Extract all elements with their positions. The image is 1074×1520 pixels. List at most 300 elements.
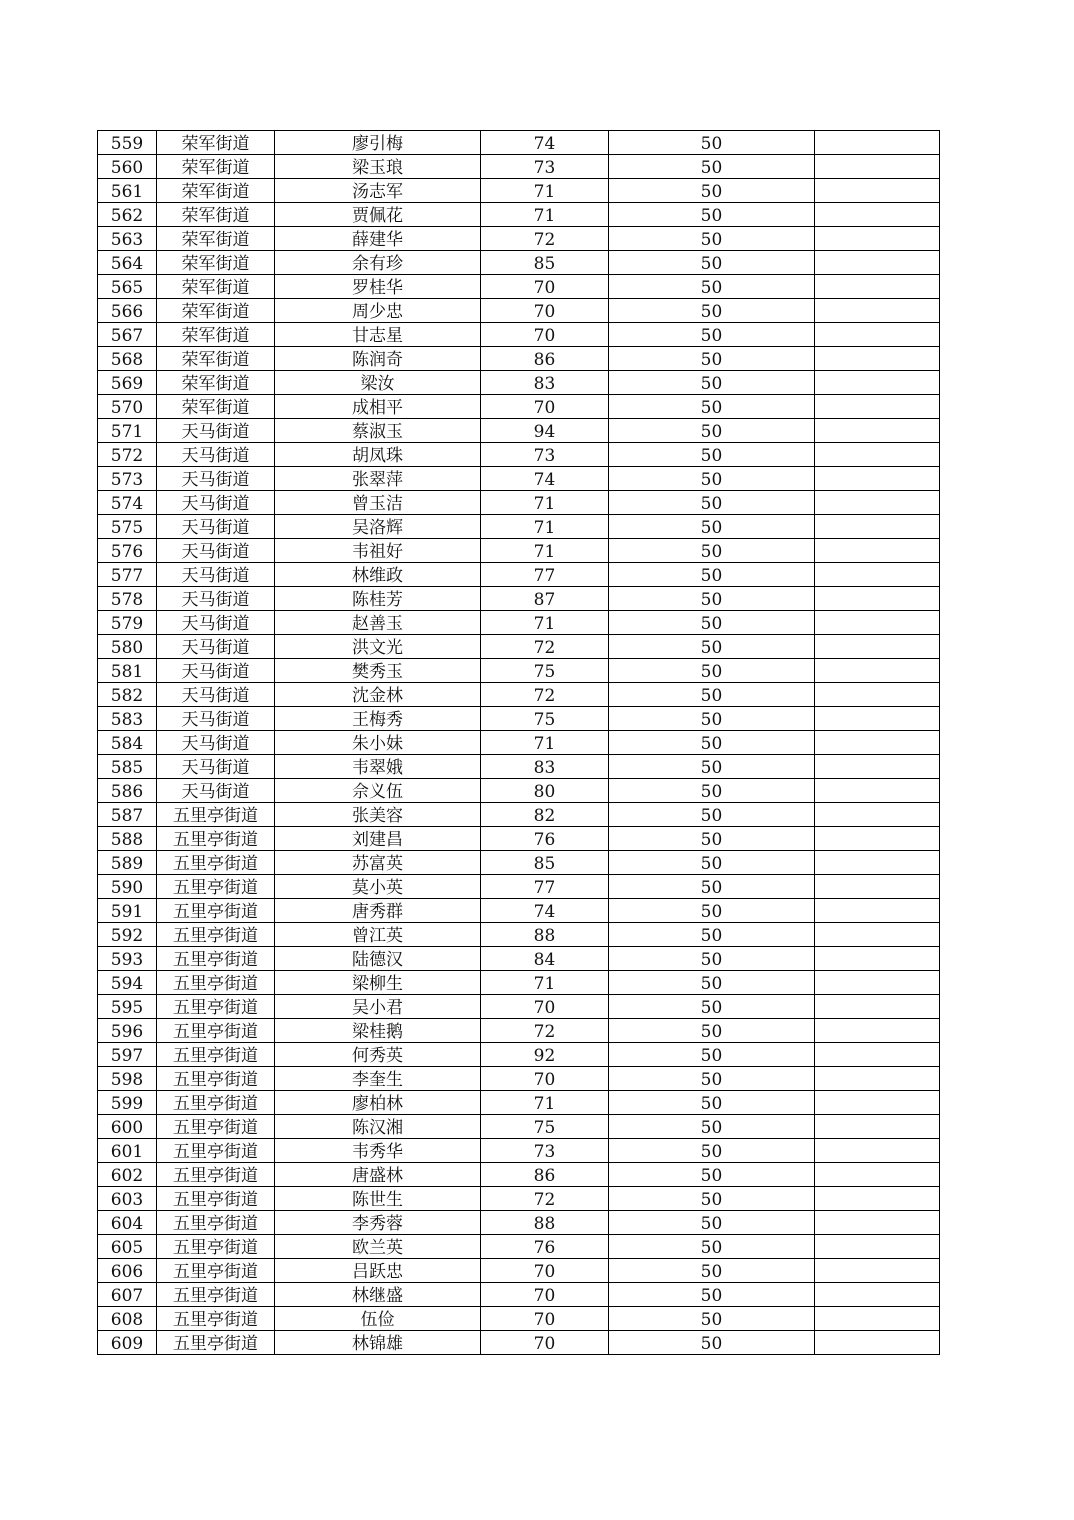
cell-amount: 50 [609, 1331, 815, 1355]
cell-street: 天马街道 [157, 419, 275, 443]
cell-street: 五里亭街道 [157, 1067, 275, 1091]
cell-note [815, 467, 940, 491]
cell-street: 天马街道 [157, 539, 275, 563]
cell-name: 贾佩花 [275, 203, 481, 227]
table-row [98, 467, 940, 491]
table-row [98, 1259, 940, 1283]
cell-serial-number: 562 [98, 203, 157, 227]
cell-age: 82 [481, 803, 609, 827]
cell-serial-number: 585 [98, 755, 157, 779]
cell-name: 梁汝 [275, 371, 481, 395]
cell-serial-number: 596 [98, 1019, 157, 1043]
cell-age: 75 [481, 1115, 609, 1139]
table-row [98, 755, 940, 779]
cell-age: 72 [481, 1019, 609, 1043]
cell-amount: 50 [609, 923, 815, 947]
cell-serial-number: 567 [98, 323, 157, 347]
cell-amount: 50 [609, 419, 815, 443]
cell-name: 陈世生 [275, 1187, 481, 1211]
table-row [98, 875, 940, 899]
table-row [98, 227, 940, 251]
cell-street: 五里亭街道 [157, 1331, 275, 1355]
cell-street: 天马街道 [157, 563, 275, 587]
cell-name: 赵善玉 [275, 611, 481, 635]
table-row [98, 1067, 940, 1091]
cell-serial-number: 563 [98, 227, 157, 251]
cell-age: 71 [481, 491, 609, 515]
cell-age: 70 [481, 275, 609, 299]
cell-age: 94 [481, 419, 609, 443]
table-row [98, 731, 940, 755]
cell-note [815, 275, 940, 299]
table-row [98, 1091, 940, 1115]
cell-street: 荣军街道 [157, 323, 275, 347]
table-row [98, 347, 940, 371]
table-row [98, 419, 940, 443]
cell-serial-number: 597 [98, 1043, 157, 1067]
table-row [98, 299, 940, 323]
cell-name: 韦翠娥 [275, 755, 481, 779]
cell-note [815, 851, 940, 875]
cell-amount: 50 [609, 1187, 815, 1211]
table-row [98, 1043, 940, 1067]
cell-age: 86 [481, 347, 609, 371]
cell-name: 曾玉洁 [275, 491, 481, 515]
cell-note [815, 1187, 940, 1211]
cell-street: 天马街道 [157, 707, 275, 731]
cell-age: 71 [481, 1091, 609, 1115]
cell-serial-number: 573 [98, 467, 157, 491]
cell-street: 天马街道 [157, 611, 275, 635]
cell-amount: 50 [609, 179, 815, 203]
table-row [98, 203, 940, 227]
cell-serial-number: 592 [98, 923, 157, 947]
cell-age: 70 [481, 395, 609, 419]
cell-amount: 50 [609, 227, 815, 251]
cell-note [815, 395, 940, 419]
cell-name: 张美容 [275, 803, 481, 827]
cell-age: 70 [481, 1259, 609, 1283]
cell-note [815, 659, 940, 683]
cell-serial-number: 590 [98, 875, 157, 899]
cell-note [815, 539, 940, 563]
cell-note [815, 827, 940, 851]
cell-street: 天马街道 [157, 779, 275, 803]
cell-serial-number: 587 [98, 803, 157, 827]
table-row [98, 155, 940, 179]
cell-serial-number: 571 [98, 419, 157, 443]
cell-age: 71 [481, 971, 609, 995]
cell-street: 天马街道 [157, 443, 275, 467]
cell-name: 成相平 [275, 395, 481, 419]
cell-serial-number: 600 [98, 1115, 157, 1139]
cell-note [815, 587, 940, 611]
cell-age: 71 [481, 539, 609, 563]
cell-amount: 50 [609, 1283, 815, 1307]
cell-note [815, 443, 940, 467]
cell-note [815, 515, 940, 539]
table-row [98, 395, 940, 419]
cell-note [815, 323, 940, 347]
cell-name: 周少忠 [275, 299, 481, 323]
table-row [98, 1115, 940, 1139]
data-table [97, 130, 940, 1355]
cell-street: 五里亭街道 [157, 875, 275, 899]
cell-name: 朱小妹 [275, 731, 481, 755]
table-row [98, 779, 940, 803]
cell-note [815, 1211, 940, 1235]
cell-age: 71 [481, 515, 609, 539]
cell-amount: 50 [609, 251, 815, 275]
table-row [98, 251, 940, 275]
cell-street: 五里亭街道 [157, 1187, 275, 1211]
table-row [98, 1307, 940, 1331]
cell-amount: 50 [609, 683, 815, 707]
cell-age: 72 [481, 683, 609, 707]
cell-amount: 50 [609, 1019, 815, 1043]
cell-note [815, 491, 940, 515]
table-row [98, 827, 940, 851]
cell-amount: 50 [609, 491, 815, 515]
cell-note [815, 251, 940, 275]
cell-street: 天马街道 [157, 467, 275, 491]
table-body [98, 131, 940, 1355]
cell-age: 85 [481, 851, 609, 875]
cell-amount: 50 [609, 731, 815, 755]
cell-serial-number: 583 [98, 707, 157, 731]
cell-age: 80 [481, 779, 609, 803]
cell-street: 五里亭街道 [157, 947, 275, 971]
cell-street: 五里亭街道 [157, 1019, 275, 1043]
cell-street: 五里亭街道 [157, 923, 275, 947]
cell-serial-number: 602 [98, 1163, 157, 1187]
cell-serial-number: 565 [98, 275, 157, 299]
cell-note [815, 1067, 940, 1091]
table-row [98, 1235, 940, 1259]
table-row [98, 1283, 940, 1307]
cell-note [815, 899, 940, 923]
cell-amount: 50 [609, 947, 815, 971]
cell-amount: 50 [609, 1307, 815, 1331]
cell-amount: 50 [609, 299, 815, 323]
cell-serial-number: 594 [98, 971, 157, 995]
cell-name: 林维政 [275, 563, 481, 587]
table-row [98, 899, 940, 923]
cell-serial-number: 582 [98, 683, 157, 707]
cell-note [815, 563, 940, 587]
cell-serial-number: 561 [98, 179, 157, 203]
cell-serial-number: 569 [98, 371, 157, 395]
cell-amount: 50 [609, 875, 815, 899]
table-row [98, 923, 940, 947]
cell-serial-number: 570 [98, 395, 157, 419]
cell-street: 天马街道 [157, 683, 275, 707]
cell-age: 71 [481, 203, 609, 227]
cell-street: 五里亭街道 [157, 899, 275, 923]
cell-name: 刘建昌 [275, 827, 481, 851]
cell-street: 天马街道 [157, 755, 275, 779]
cell-note [815, 1115, 940, 1139]
cell-note [815, 971, 940, 995]
cell-street: 天马街道 [157, 587, 275, 611]
cell-name: 韦秀华 [275, 1139, 481, 1163]
cell-age: 88 [481, 1211, 609, 1235]
cell-name: 胡凤珠 [275, 443, 481, 467]
cell-name: 陆德汉 [275, 947, 481, 971]
cell-amount: 50 [609, 1091, 815, 1115]
cell-name: 李奎生 [275, 1067, 481, 1091]
cell-street: 五里亭街道 [157, 1307, 275, 1331]
cell-note [815, 875, 940, 899]
cell-note [815, 203, 940, 227]
table-row [98, 179, 940, 203]
cell-name: 唐盛林 [275, 1163, 481, 1187]
cell-amount: 50 [609, 635, 815, 659]
cell-serial-number: 589 [98, 851, 157, 875]
cell-name: 林继盛 [275, 1283, 481, 1307]
cell-amount: 50 [609, 515, 815, 539]
cell-street: 天马街道 [157, 515, 275, 539]
cell-serial-number: 575 [98, 515, 157, 539]
cell-note [815, 731, 940, 755]
table-row [98, 539, 940, 563]
cell-street: 荣军街道 [157, 227, 275, 251]
cell-name: 梁柳生 [275, 971, 481, 995]
cell-street: 荣军街道 [157, 371, 275, 395]
table-row [98, 1019, 940, 1043]
cell-amount: 50 [609, 131, 815, 155]
cell-amount: 50 [609, 347, 815, 371]
cell-amount: 50 [609, 587, 815, 611]
cell-name: 伍俭 [275, 1307, 481, 1331]
cell-note [815, 755, 940, 779]
cell-name: 吕跃忠 [275, 1259, 481, 1283]
cell-serial-number: 604 [98, 1211, 157, 1235]
table-row [98, 371, 940, 395]
cell-note [815, 995, 940, 1019]
cell-serial-number: 572 [98, 443, 157, 467]
cell-amount: 50 [609, 1043, 815, 1067]
cell-amount: 50 [609, 371, 815, 395]
cell-street: 天马街道 [157, 635, 275, 659]
cell-serial-number: 564 [98, 251, 157, 275]
cell-age: 84 [481, 947, 609, 971]
cell-serial-number: 608 [98, 1307, 157, 1331]
cell-street: 荣军街道 [157, 347, 275, 371]
cell-amount: 50 [609, 707, 815, 731]
cell-name: 陈汉湘 [275, 1115, 481, 1139]
cell-serial-number: 606 [98, 1259, 157, 1283]
table-row [98, 635, 940, 659]
cell-amount: 50 [609, 971, 815, 995]
cell-note [815, 923, 940, 947]
cell-name: 樊秀玉 [275, 659, 481, 683]
cell-name: 李秀蓉 [275, 1211, 481, 1235]
cell-note [815, 707, 940, 731]
cell-age: 86 [481, 1163, 609, 1187]
cell-name: 汤志军 [275, 179, 481, 203]
cell-age: 71 [481, 611, 609, 635]
cell-age: 85 [481, 251, 609, 275]
cell-name: 陈桂芳 [275, 587, 481, 611]
table-row [98, 683, 940, 707]
cell-serial-number: 607 [98, 1283, 157, 1307]
cell-street: 五里亭街道 [157, 1163, 275, 1187]
cell-age: 72 [481, 227, 609, 251]
cell-street: 荣军街道 [157, 275, 275, 299]
table-row [98, 443, 940, 467]
cell-age: 92 [481, 1043, 609, 1067]
cell-serial-number: 593 [98, 947, 157, 971]
cell-name: 韦祖好 [275, 539, 481, 563]
cell-street: 天马街道 [157, 731, 275, 755]
cell-name: 莫小英 [275, 875, 481, 899]
cell-street: 荣军街道 [157, 179, 275, 203]
table-row [98, 1211, 940, 1235]
cell-amount: 50 [609, 995, 815, 1019]
cell-age: 73 [481, 443, 609, 467]
table-row [98, 707, 940, 731]
cell-age: 70 [481, 1307, 609, 1331]
cell-note [815, 1163, 940, 1187]
cell-name: 吴小君 [275, 995, 481, 1019]
cell-street: 五里亭街道 [157, 803, 275, 827]
cell-note [815, 299, 940, 323]
cell-street: 五里亭街道 [157, 1283, 275, 1307]
cell-street: 五里亭街道 [157, 1043, 275, 1067]
table-row [98, 659, 940, 683]
cell-note [815, 179, 940, 203]
cell-street: 荣军街道 [157, 251, 275, 275]
cell-street: 五里亭街道 [157, 851, 275, 875]
cell-street: 五里亭街道 [157, 1139, 275, 1163]
cell-serial-number: 568 [98, 347, 157, 371]
cell-age: 83 [481, 755, 609, 779]
cell-name: 罗桂华 [275, 275, 481, 299]
cell-serial-number: 584 [98, 731, 157, 755]
table-row [98, 491, 940, 515]
cell-note [815, 779, 940, 803]
cell-note [815, 1091, 940, 1115]
cell-name: 何秀英 [275, 1043, 481, 1067]
cell-note [815, 1043, 940, 1067]
cell-age: 75 [481, 659, 609, 683]
table-row [98, 1163, 940, 1187]
cell-age: 75 [481, 707, 609, 731]
cell-amount: 50 [609, 1115, 815, 1139]
cell-name: 廖柏林 [275, 1091, 481, 1115]
cell-age: 87 [481, 587, 609, 611]
cell-age: 71 [481, 179, 609, 203]
cell-amount: 50 [609, 539, 815, 563]
cell-note [815, 227, 940, 251]
table-row [98, 131, 940, 155]
table-row [98, 563, 940, 587]
cell-age: 76 [481, 1235, 609, 1259]
cell-note [815, 947, 940, 971]
cell-serial-number: 576 [98, 539, 157, 563]
table-row [98, 803, 940, 827]
cell-street: 五里亭街道 [157, 1211, 275, 1235]
cell-name: 王梅秀 [275, 707, 481, 731]
cell-street: 荣军街道 [157, 155, 275, 179]
cell-note [815, 1283, 940, 1307]
cell-amount: 50 [609, 1211, 815, 1235]
cell-serial-number: 566 [98, 299, 157, 323]
cell-amount: 50 [609, 323, 815, 347]
table-row [98, 611, 940, 635]
cell-amount: 50 [609, 1235, 815, 1259]
cell-amount: 50 [609, 1139, 815, 1163]
cell-amount: 50 [609, 611, 815, 635]
cell-note [815, 347, 940, 371]
cell-street: 五里亭街道 [157, 995, 275, 1019]
cell-street: 天马街道 [157, 491, 275, 515]
cell-serial-number: 574 [98, 491, 157, 515]
cell-amount: 50 [609, 203, 815, 227]
cell-age: 70 [481, 299, 609, 323]
cell-name: 梁桂鹅 [275, 1019, 481, 1043]
cell-street: 五里亭街道 [157, 1235, 275, 1259]
cell-age: 70 [481, 1067, 609, 1091]
table-row [98, 323, 940, 347]
cell-note [815, 683, 940, 707]
cell-age: 83 [481, 371, 609, 395]
table-row [98, 275, 940, 299]
cell-name: 廖引梅 [275, 131, 481, 155]
cell-age: 74 [481, 131, 609, 155]
cell-serial-number: 601 [98, 1139, 157, 1163]
cell-amount: 50 [609, 563, 815, 587]
cell-amount: 50 [609, 755, 815, 779]
cell-name: 陈润奇 [275, 347, 481, 371]
cell-note [815, 1307, 940, 1331]
cell-name: 曾江英 [275, 923, 481, 947]
cell-serial-number: 577 [98, 563, 157, 587]
cell-serial-number: 578 [98, 587, 157, 611]
cell-name: 苏富英 [275, 851, 481, 875]
cell-amount: 50 [609, 275, 815, 299]
cell-amount: 50 [609, 851, 815, 875]
cell-amount: 50 [609, 155, 815, 179]
cell-amount: 50 [609, 467, 815, 491]
cell-name: 蔡淑玉 [275, 419, 481, 443]
cell-serial-number: 588 [98, 827, 157, 851]
cell-note [815, 371, 940, 395]
cell-street: 五里亭街道 [157, 971, 275, 995]
cell-name: 薛建华 [275, 227, 481, 251]
cell-note [815, 1259, 940, 1283]
cell-street: 天马街道 [157, 659, 275, 683]
cell-amount: 50 [609, 899, 815, 923]
cell-serial-number: 591 [98, 899, 157, 923]
cell-name: 佘义伍 [275, 779, 481, 803]
cell-note [815, 1331, 940, 1355]
cell-amount: 50 [609, 803, 815, 827]
cell-street: 五里亭街道 [157, 827, 275, 851]
cell-street: 荣军街道 [157, 203, 275, 227]
table-row [98, 1187, 940, 1211]
cell-note [815, 1235, 940, 1259]
cell-name: 唐秀群 [275, 899, 481, 923]
cell-name: 欧兰英 [275, 1235, 481, 1259]
cell-name: 余有珍 [275, 251, 481, 275]
cell-serial-number: 581 [98, 659, 157, 683]
cell-serial-number: 599 [98, 1091, 157, 1115]
cell-age: 73 [481, 155, 609, 179]
cell-name: 沈金林 [275, 683, 481, 707]
cell-note [815, 1139, 940, 1163]
